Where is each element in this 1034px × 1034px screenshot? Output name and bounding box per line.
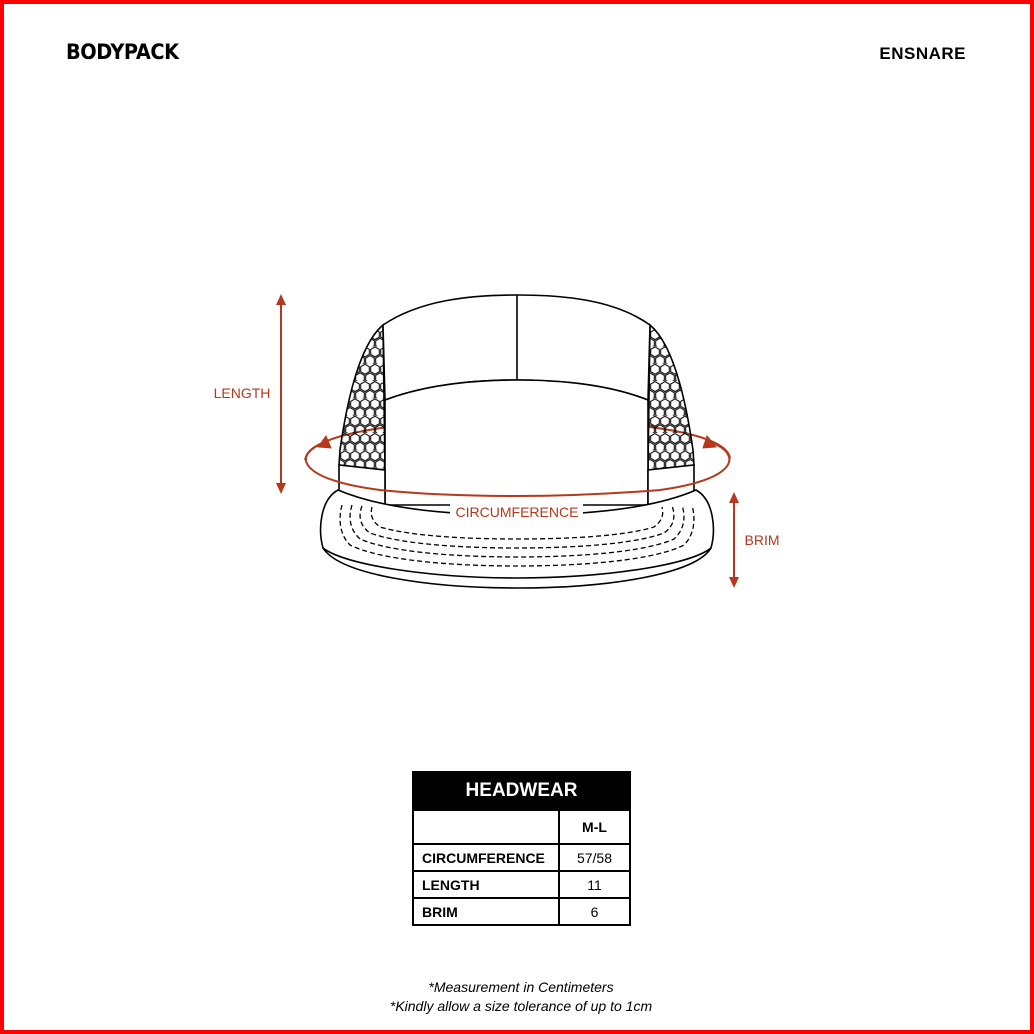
- brand-logo: BODYPACK: [66, 40, 179, 64]
- product-name: ENSNARE: [879, 44, 966, 63]
- note-units: *Measurement in Centimeters: [428, 979, 614, 995]
- length-label: LENGTH: [213, 385, 271, 401]
- size-header-row: [413, 810, 630, 844]
- right-mesh-panel: [648, 325, 694, 470]
- size-table: [412, 771, 631, 926]
- table-row: [413, 844, 630, 871]
- left-mesh-panel: [339, 325, 385, 470]
- footnotes: [4, 978, 1034, 1016]
- row-value-length: 11: [559, 871, 630, 898]
- circumference-label: CIRCUMFERENCE: [455, 504, 579, 520]
- circumference-arrowhead-left: [318, 436, 331, 448]
- length-arrowhead-bottom: [276, 483, 286, 494]
- size-header-empty: [413, 810, 559, 844]
- brim-arrowhead-bottom: [729, 577, 739, 588]
- brim-label: BRIM: [744, 532, 780, 548]
- brim-arrowhead-top: [729, 492, 739, 503]
- row-value-brim: 6: [559, 898, 630, 925]
- table-row: [413, 871, 630, 898]
- row-label-brim: BRIM: [413, 898, 559, 925]
- table-row: [413, 898, 630, 925]
- cap-crown: [339, 295, 694, 505]
- front-panel: [385, 380, 648, 505]
- note-tolerance: *Kindly allow a size tolerance of up to 1cm: [389, 998, 653, 1014]
- row-label-circumference: CIRCUMFERENCE: [413, 844, 559, 871]
- size-table-title: HEADWEAR: [413, 772, 630, 810]
- length-arrowhead-top: [276, 294, 286, 305]
- row-value-circumference: 57/58: [559, 844, 630, 871]
- size-label: M-L: [559, 810, 630, 844]
- row-label-length: LENGTH: [413, 871, 559, 898]
